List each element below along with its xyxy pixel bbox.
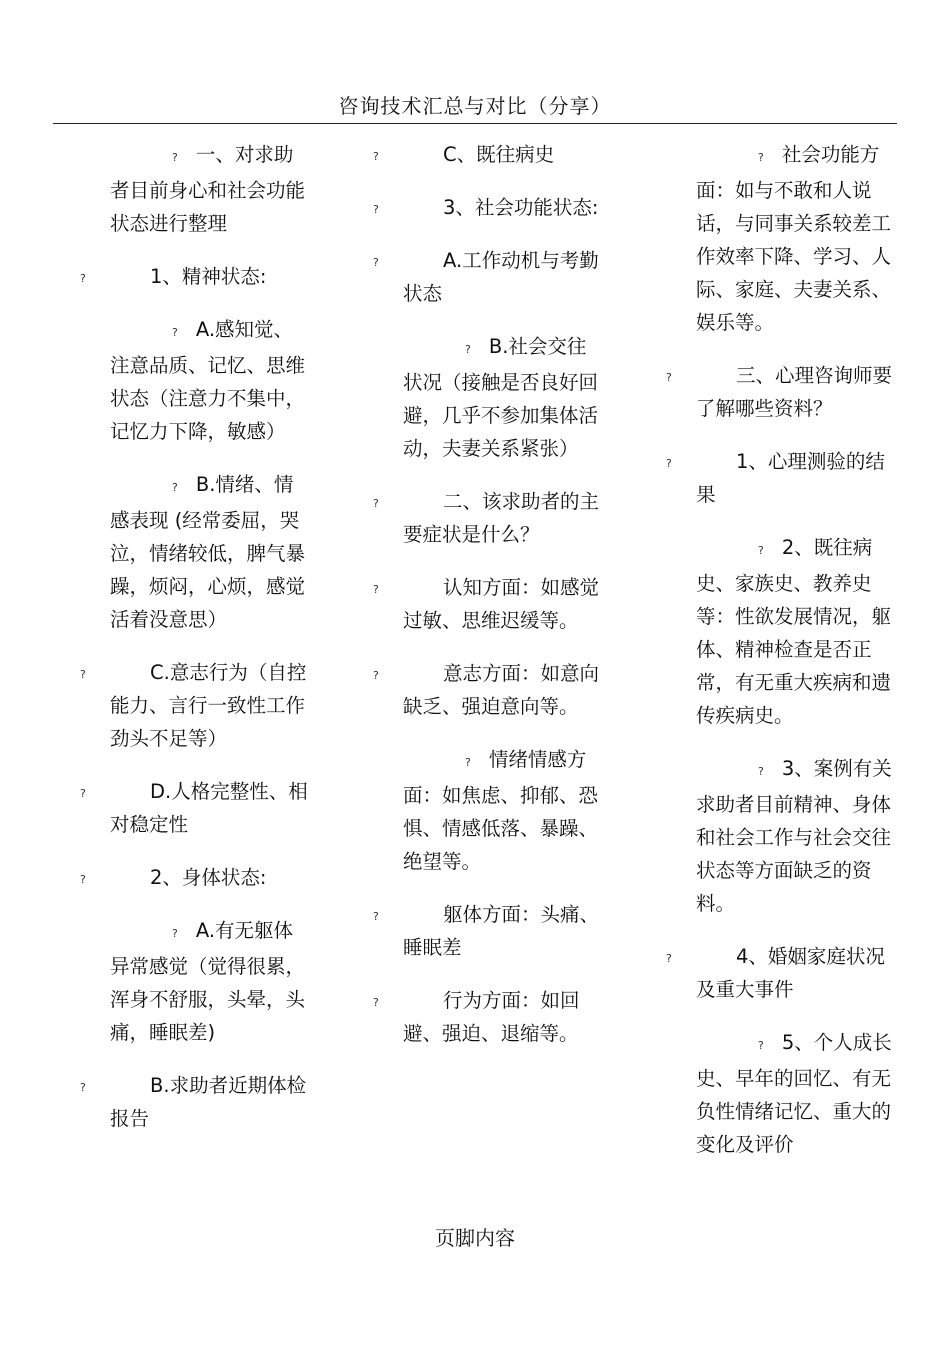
item-text: 3、社会功能状态: — [443, 196, 599, 219]
bullet-marker: ? — [758, 151, 764, 164]
list-item — [666, 445, 898, 511]
list-item — [373, 485, 605, 551]
item-text: 情绪情感方面：如焦虑、抑郁、恐惧、情感低落、暴躁、绝望等。 — [403, 748, 599, 873]
list-item — [80, 775, 312, 841]
list-item — [373, 571, 605, 637]
list-item — [80, 914, 312, 1049]
bullet-marker: ? — [373, 910, 379, 923]
item-text: A.工作动机与考勤状态 — [403, 249, 599, 305]
bullet-marker: ? — [172, 481, 178, 494]
bullet-marker: ? — [666, 952, 672, 965]
bullet-marker: ? — [80, 787, 86, 800]
bullet-marker: ? — [758, 544, 764, 557]
item-text: 5、个人成长史、早年的回忆、有无负性情绪记忆、重大的变化及评价 — [696, 1031, 892, 1156]
list-item — [666, 138, 898, 339]
column-1 — [80, 138, 312, 1155]
list-item — [80, 313, 312, 448]
list-item — [373, 898, 605, 964]
item-text: 二、该求助者的主要症状是什么？ — [403, 490, 600, 546]
bullet-marker: ? — [172, 927, 178, 940]
list-item — [80, 861, 312, 894]
list-item — [373, 138, 605, 171]
item-text: D.人格完整性、相对稳定性 — [110, 780, 308, 836]
bullet-marker: ? — [373, 583, 379, 596]
item-text: B.社会交往状况（接触是否良好回避，几乎不参加集体活动，夫妻关系紧张） — [403, 335, 599, 460]
bullet-marker: ? — [666, 457, 672, 470]
bullet-marker: ? — [373, 669, 379, 682]
item-text: 1、心理测验的结果 — [696, 450, 885, 506]
list-item — [373, 191, 605, 224]
item-text: A.感知觉、注意品质、记忆、思维状态（注意力不集中，记忆力下降，敏感） — [110, 318, 306, 443]
item-text: 行为方面：如回避、强迫、退缩等。 — [403, 989, 580, 1045]
item-text: 意志方面：如意向缺乏、强迫意向等。 — [403, 662, 600, 718]
list-item — [666, 359, 898, 425]
item-text: C、既往病史 — [443, 143, 555, 166]
bullet-marker: ? — [373, 150, 379, 163]
item-text: B.求助者近期体检报告 — [110, 1074, 307, 1130]
bullet-marker: ? — [80, 873, 86, 886]
list-item — [373, 657, 605, 723]
bullet-marker: ? — [666, 371, 672, 384]
page-title: 咨询技术汇总与对比（分享） — [338, 94, 612, 118]
item-text: C.意志行为（自控能力、言行一致性工作劲头不足等） — [110, 661, 307, 750]
bullet-marker: ? — [373, 203, 379, 216]
bullet-marker: ? — [465, 756, 471, 769]
list-item — [80, 260, 312, 293]
column-3 — [666, 138, 898, 1181]
list-item — [666, 1026, 898, 1161]
list-item — [80, 1069, 312, 1135]
bullet-marker: ? — [80, 1081, 86, 1094]
page-footer: 页脚内容 — [435, 1226, 515, 1250]
bullet-marker: ? — [172, 151, 178, 164]
list-item — [80, 138, 312, 240]
item-text: 三、心理咨询师要了解哪些资料？ — [696, 364, 893, 420]
column-2 — [373, 138, 605, 1070]
bullet-marker: ? — [373, 256, 379, 269]
list-item — [373, 244, 605, 310]
item-text: A.有无躯体异常感觉（觉得很累，浑身不舒服，头晕，头痛，睡眠差) — [110, 919, 306, 1044]
bullet-marker: ? — [758, 1039, 764, 1052]
bullet-marker: ? — [758, 765, 764, 778]
item-text: 4、婚姻家庭状况及重大事件 — [696, 945, 885, 1001]
bullet-marker: ? — [373, 497, 379, 510]
item-text: 认知方面：如感觉过敏、思维迟缓等。 — [403, 576, 600, 632]
item-text: 躯体方面：头痛、睡眠差 — [403, 903, 600, 959]
item-text: 1、精神状态: — [150, 265, 267, 288]
list-item — [80, 468, 312, 636]
list-item — [666, 531, 898, 732]
bullet-marker: ? — [373, 996, 379, 1009]
list-item — [666, 940, 898, 1006]
bullet-marker: ? — [465, 343, 471, 356]
item-text: 3、案例有关求助者目前精神、身体和社会工作与社会交往状态等方面缺乏的资料。 — [696, 757, 892, 915]
header-divider — [53, 123, 897, 124]
bullet-marker: ? — [80, 668, 86, 681]
list-item — [373, 743, 605, 878]
list-item — [373, 330, 605, 465]
list-item — [373, 984, 605, 1050]
list-item — [80, 656, 312, 755]
item-text: 2、身体状态: — [150, 866, 267, 889]
item-text: B.情绪、情感表现 (经常委屈，哭泣，情绪较低，脾气暴躁，烦闷，心烦，感觉活着没意思） — [110, 473, 306, 631]
item-text: 社会功能方面：如与不敢和人说话，与同事关系较差工作效率下降、学习、人际、家庭、夫妻关系、娱乐等。 — [696, 143, 892, 334]
list-item — [666, 752, 898, 920]
item-text: 一、对求助者目前身心和社会功能状态进行整理 — [110, 143, 306, 235]
item-text: 2、既往病史、家族史、教养史等：性欲发展情况，躯体、精神检查是否正常，有无重大疾病和遗传疾病史。 — [696, 536, 892, 727]
bullet-marker: ? — [172, 326, 178, 339]
bullet-marker: ? — [80, 272, 86, 285]
